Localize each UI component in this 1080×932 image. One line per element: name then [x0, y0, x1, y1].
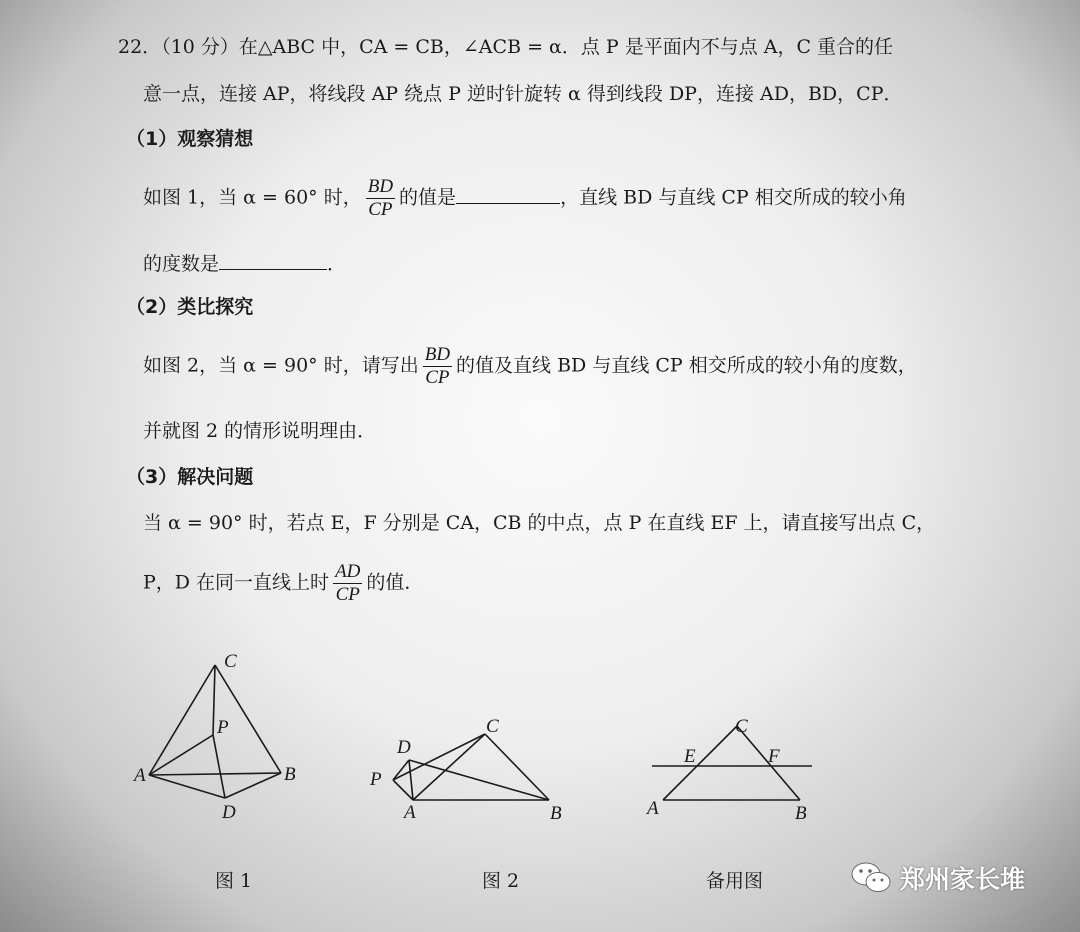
question-number: 22． [118, 36, 162, 58]
fig2-label-p: P [370, 769, 382, 790]
part2-text-c: 并就图 2 的情形说明理由． [143, 420, 377, 442]
fig2-segment-pd [393, 760, 409, 780]
part2-frac-num: BD [424, 344, 451, 365]
wechat-icon [850, 860, 892, 896]
question-intro-2: 意一点，连接 AP，将线段 AP 绕点 P 逆时针旋转 α 得到线段 DP，连接 AD，BD，CP． [143, 83, 903, 105]
watermark-text: 郑州家长堆 [900, 865, 1026, 894]
fig1-segment-ad [149, 775, 225, 798]
fig2-label-d: D [397, 737, 411, 758]
fig1-label-d: D [222, 802, 236, 823]
fig2-segment-db [409, 760, 549, 800]
fig2-segment-ap [393, 780, 413, 800]
fig3-label-f: F [768, 746, 780, 767]
fig1-segment-ap [149, 735, 213, 775]
fig2-segment-ac [413, 734, 485, 800]
part1-frac-den: CP [368, 199, 393, 220]
fig3-caption: 备用图 [706, 870, 764, 892]
part2-text-a: 如图 2，当 α = 90° 时，请写出 [143, 354, 419, 377]
fig1-segment-cp [213, 665, 215, 735]
part3-frac-num: AD [335, 561, 361, 582]
part3-frac-den: CP [335, 584, 360, 605]
part2-heading: （2）类比探究 [126, 296, 254, 318]
part3-text-c: 的值． [366, 571, 424, 594]
fig2-label-a: A [404, 802, 416, 823]
fig1-segment-ab [149, 773, 281, 775]
fig3-label-e: E [684, 746, 696, 767]
fig3-label-c: C [735, 716, 748, 737]
question-score: （10 分） [161, 36, 239, 58]
part1-text-e: ． [327, 253, 347, 275]
part1-frac-num: BD [367, 176, 394, 197]
fig1-label-c: C [224, 651, 237, 672]
fig1-label-p: P [217, 717, 229, 738]
part1-text-c: ，直线 BD 与直线 CP 相交所成的较小角 [560, 186, 907, 209]
part2-text-b: 的值及直线 BD 与直线 CP 相交所成的较小角的度数， [456, 354, 917, 377]
part3-text-a: 当 α = 90° 时，若点 E，F 分别是 CA，CB 的中点，点 P 在直线 EF 上，请直接写出点 C， [143, 512, 936, 534]
fig1-segment-bd [225, 773, 281, 798]
part1-text-d: 的度数是 [143, 253, 220, 275]
part1-heading: （1）观察猜想 [126, 128, 254, 150]
fig3-segment-ac [663, 726, 737, 800]
figure-2 [393, 734, 549, 800]
fig2-label-b: B [550, 803, 562, 824]
part3-text-b: P，D 在同一直线上时 [143, 571, 330, 594]
fig1-segment-ca [149, 665, 215, 775]
fig1-caption: 图 1 [215, 870, 253, 892]
fig1-label-a: A [134, 765, 146, 786]
part1-text-b: 的值是 [399, 186, 457, 209]
fig2-segment-ad [409, 760, 413, 800]
fig3-label-a: A [647, 798, 659, 819]
part1-text-a: 如图 1，当 α = 60° 时， [143, 186, 362, 209]
part3-heading: （3）解决问题 [126, 466, 254, 488]
figure-3 [652, 726, 812, 800]
fig3-label-b: B [795, 803, 807, 824]
question-intro-1: 在△ABC 中，CA = CB，∠ACB = α．点 P 是平面内不与点 A，C 重合的任 [238, 36, 894, 58]
fig1-label-b: B [284, 764, 296, 785]
part2-frac-den: CP [425, 367, 450, 388]
fig2-caption: 图 2 [482, 870, 520, 892]
fig2-label-c: C [486, 716, 499, 737]
fig1-segment-pd [213, 735, 225, 798]
figure-1 [149, 665, 281, 798]
watermark [850, 860, 1025, 896]
